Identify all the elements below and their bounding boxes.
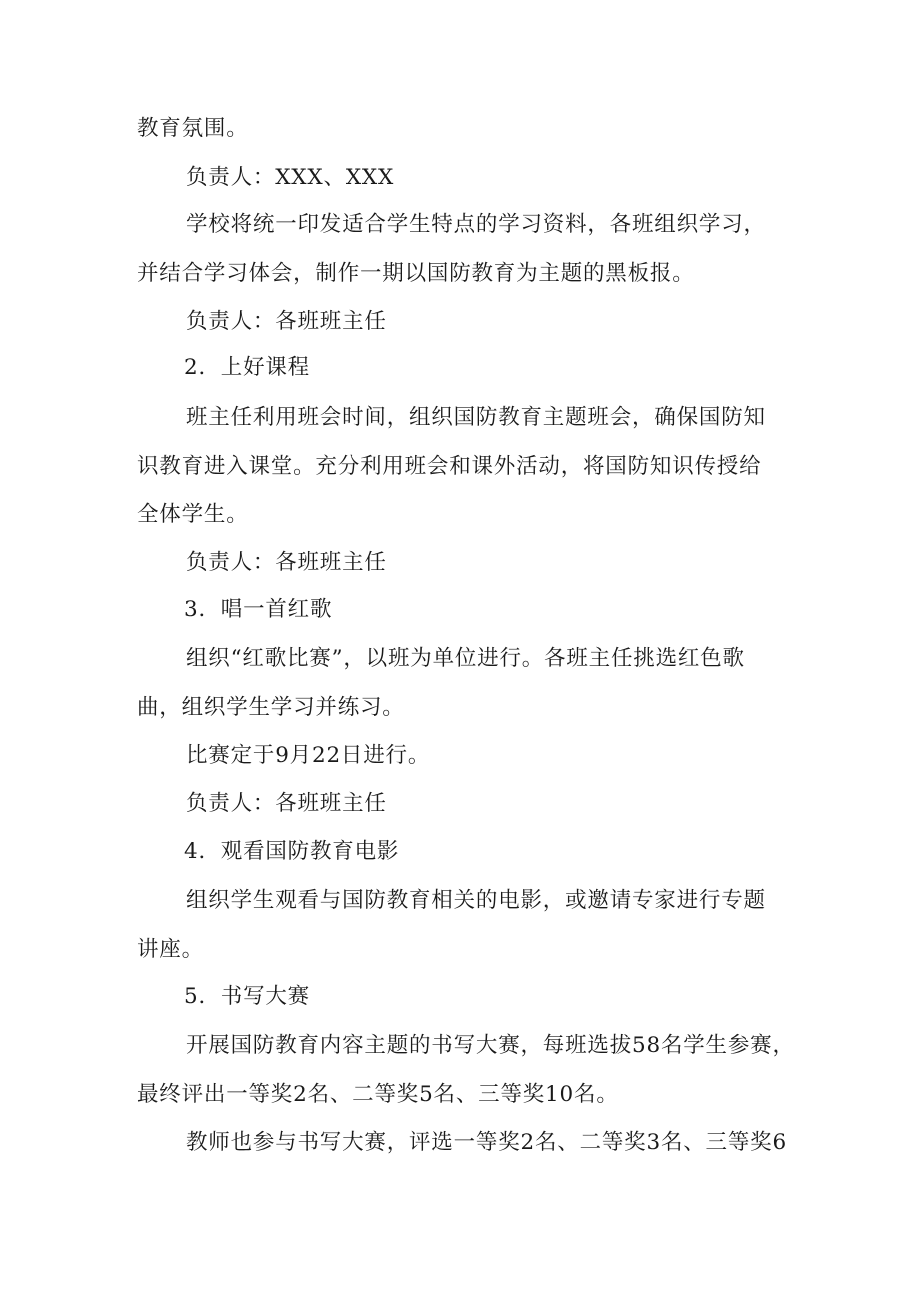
- paragraph-line: 教育氛围。: [137, 116, 249, 141]
- paragraph-line: 班主任利用班会时间，组织国防教育主题班会，确保国防知: [186, 405, 766, 430]
- paragraph-line: 最终评出一等奖2名、二等奖5名、三等奖10名。: [137, 1082, 619, 1107]
- paragraph-line: 讲座。: [137, 937, 204, 962]
- section-heading: 2．上好课程: [184, 355, 310, 380]
- section-heading: 5．书写大赛: [184, 984, 310, 1009]
- paragraph-line: 并结合学习体会，制作一期以国防教育为主题的黑板报。: [137, 261, 695, 286]
- paragraph-line: 比赛定于9月22日进行。: [186, 743, 431, 768]
- responsible-line: 负责人：各班班主任: [186, 550, 387, 575]
- paragraph-line: 全体学生。: [137, 502, 249, 527]
- section-heading: 4．观看国防教育电影: [184, 839, 400, 864]
- paragraph-line: 曲，组织学生学习并练习。: [137, 695, 405, 720]
- paragraph-line: 组织学生观看与国防教育相关的电影，或邀请专家进行专题: [186, 888, 766, 913]
- paragraph-line: 开展国防教育内容主题的书写大赛，每班选拔58名学生参赛，: [186, 1033, 795, 1058]
- paragraph-line: 教师也参与书写大赛，评选一等奖2名、二等奖3名、三等奖6: [186, 1130, 787, 1155]
- paragraph-line: 识教育进入课堂。充分利用班会和课外活动，将国防知识传授给: [137, 454, 762, 479]
- responsible-line: 负责人：各班班主任: [186, 309, 387, 334]
- responsible-line: 负责人：各班班主任: [186, 791, 387, 816]
- paragraph-line: 学校将统一印发适合学生特点的学习资料，各班组织学习，: [186, 212, 766, 237]
- section-heading: 3．唱一首红歌: [184, 597, 333, 622]
- paragraph-line: 组织“红歌比赛”，以班为单位进行。各班主任挑选红色歌: [186, 646, 745, 671]
- responsible-line: 负责人：XXX、XXX: [186, 165, 395, 190]
